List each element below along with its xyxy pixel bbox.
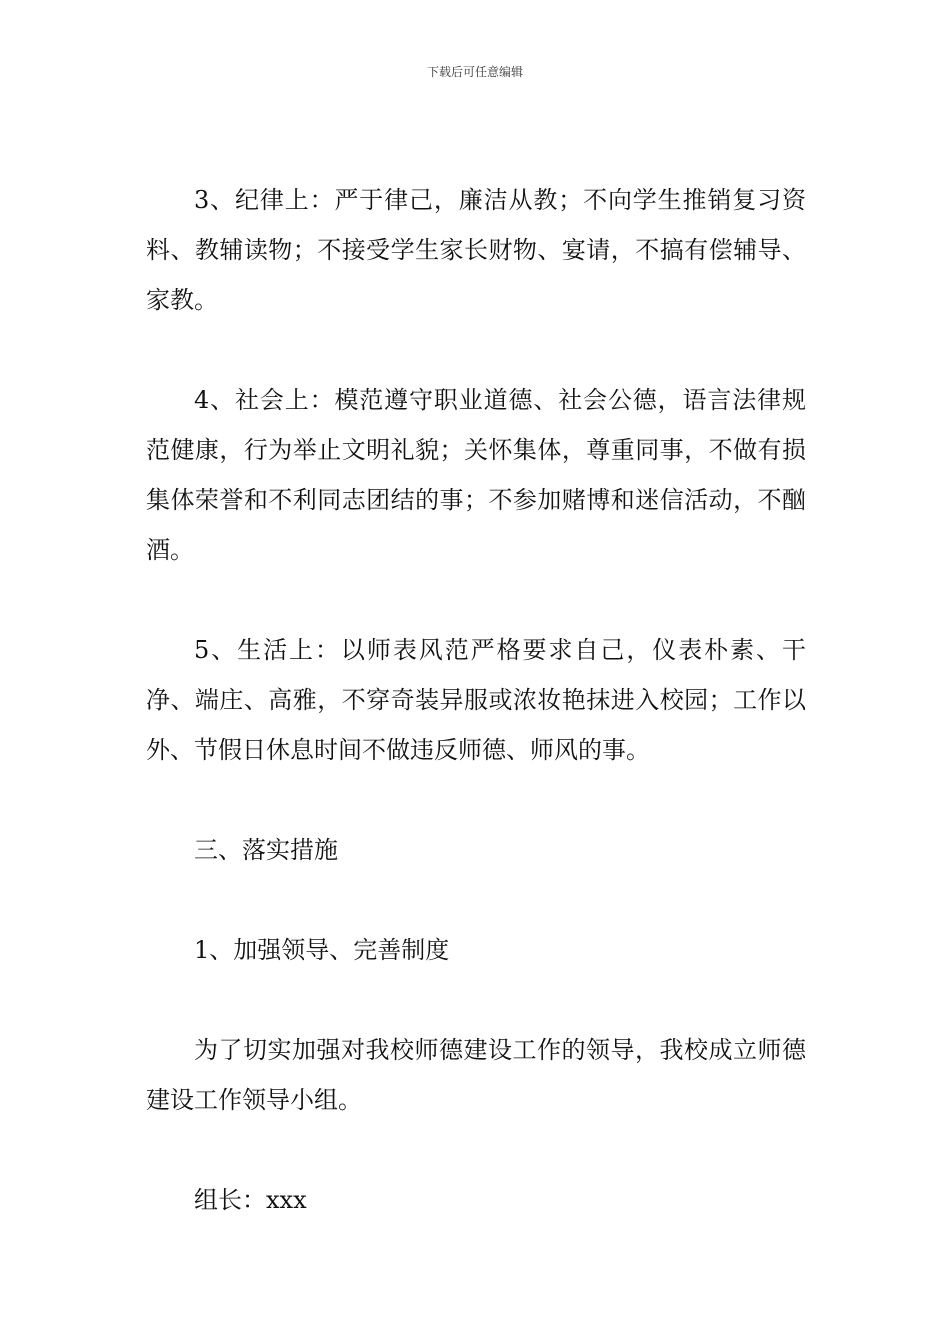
paragraph-spacer	[146, 775, 806, 825]
paragraph-leadership-group: 为了切实加强对我校师德建设工作的领导，我校成立师德建设工作领导小组。	[146, 1036, 806, 1114]
paragraph-spacer	[146, 325, 806, 375]
page-header: 下载后可任意编辑	[426, 65, 523, 79]
paragraph-life: 5、生活上：以师表风范严格要求自己，仪表朴素、干净、端庄、高雅，不穿奇装异服或浓妆艳抹进入校园；工作以外、节假日休息时间不做违反师德、师风的事。	[146, 636, 806, 764]
paragraph-spacer	[146, 575, 806, 625]
subheading-leadership: 1、加强领导、完善制度	[194, 936, 450, 964]
paragraph-spacer	[146, 1125, 806, 1175]
paragraph-spacer	[146, 875, 806, 925]
section-heading-measures: 三、落实措施	[194, 836, 338, 864]
paragraph-spacer	[146, 975, 806, 1025]
paragraph-discipline: 3、纪律上：严于律己，廉洁从教；不向学生推销复习资料、教辅读物；不接受学生家长财物、宴请，不搞有偿辅导、家教。	[146, 186, 806, 314]
paragraph-group-leader: 组长：xxx	[194, 1186, 307, 1214]
document-body	[146, 175, 806, 1225]
paragraph-social: 4、社会上：模范遵守职业道德、社会公德，语言法律规范健康，行为举止文明礼貌；关怀集体，尊重同事，不做有损集体荣誉和不利同志团结的事；不参加赌博和迷信活动，不酗酒。	[146, 386, 806, 564]
